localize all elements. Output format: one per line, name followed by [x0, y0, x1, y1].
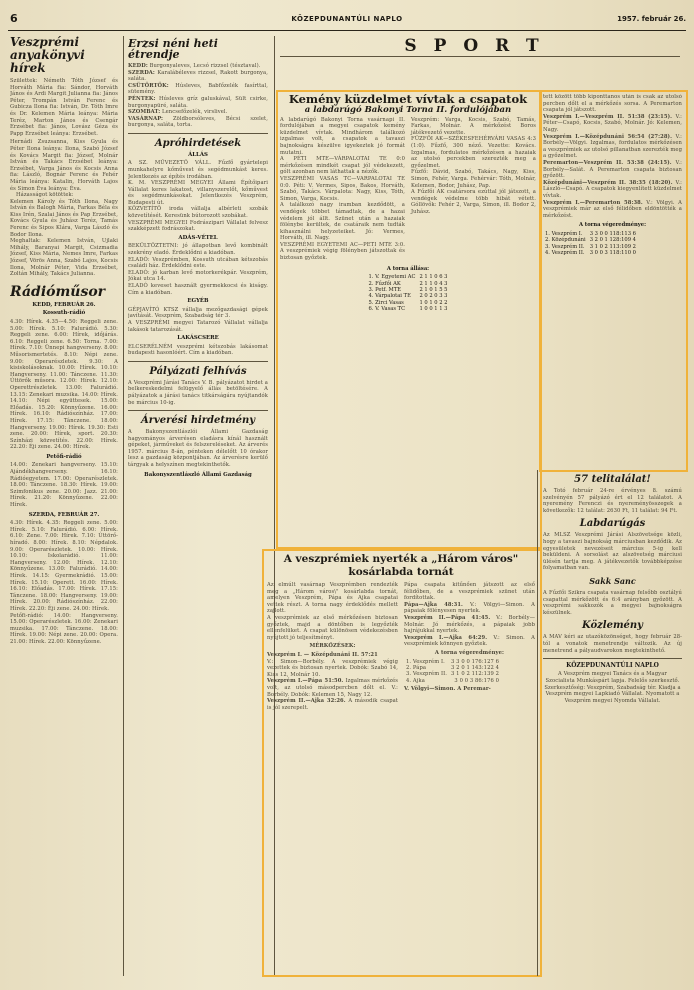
divider — [128, 361, 268, 362]
main-article-subtitle: a labdarúgó Bakonyi Torna II. fordulójában — [304, 105, 512, 115]
divider — [128, 410, 268, 411]
sport-right-column — [543, 94, 682, 464]
arveres-title: Árverési hirdetmény — [140, 414, 256, 426]
team-cell: 1. V. Egyetemi AC — [368, 274, 416, 281]
score-cell: 1 0 1 0 2 2 — [419, 299, 448, 306]
apro-title: Apróhirdetések — [154, 137, 242, 149]
table-row: 2. Pápa 3 2 0 1 143:122 4 — [406, 664, 500, 671]
basket-col-b: Pápa csapata kitűnően játszott az első félidőben, de a veszprémiek szünet után fordítottak. Pápa—Ajka 48:31. V.: Völgyi—Simon. A pápaiak fölényesen nyertek. Veszprém II.—Pápa 41:45. V.: Borbély—Molnár. Jó mérkőzés, a pápaiak jobb hajrájukkal nyertek. Veszprém I.—Ajka 64:29. V.: Simon. A veszprémiek könnyen győztek. A torna végeredménye: 1. Veszprém I. 3 3 0 0 176:127 6 2. Pápa 3 2 0 1 143:122 4 3. Veszprém II. 3 1 0 2 112:139 2 4. Ajka 3 0 0 3 86:176 0 V. Völgyi—Simon. A Peremar- — [404, 582, 535, 693]
merkozes-line-1: Veszprém I. — Középdunáni II. 57:21 — [267, 651, 378, 658]
standings-label: A torna állása: — [386, 265, 430, 272]
score-cell: 2 0 2 0 3 3 — [419, 293, 448, 300]
results-table — [543, 231, 638, 257]
table-row — [366, 306, 449, 312]
paper-name: KÖZEPDUNANTÚLI NAPLO — [291, 15, 403, 23]
score-cell: 3 1 0 2 113:109 2 — [589, 243, 636, 250]
radio-title: Rádióműsor — [10, 283, 106, 300]
anyakonyv-title: Veszprémi anyakönyvi hírek — [10, 35, 85, 75]
day-vasarnap: VASÁRNAP: — [128, 115, 164, 122]
egyeb-text: GÉPJAVÍTÓ KTSZ vállalja mezőgazdasági gépek javítását. Veszprém, Szabadság tér 3. A VESZPRÉMI megyei Tatarozó Vállalat vállalja lakások tatarozását. — [128, 306, 268, 333]
allas-label: ÁLLÁS — [188, 151, 208, 158]
team-cell: 5. Zirci Vasas — [368, 299, 404, 306]
palyazat-text: A Veszprémi Járási Tanács V. B. pályázatot hirdet a belkereskedelmi felügyelő állás betöltésére. A pályázatok a járási tanács titkárságára nyújtandók be március 10-ig. — [128, 379, 268, 406]
column-divider-3 — [537, 470, 538, 976]
labdarugas-title: Labdarúgás — [579, 518, 646, 530]
table-row: 3. Veszprém II. 3 1 0 2 112:139 2 — [406, 671, 500, 678]
radio-day: KEDD, FEBRUÁR 26. — [32, 301, 96, 308]
ads-text: A SZ. MŰVEZETŐ VÁLL. Fűzfő gyártelepi munkahelyre kőművest és segédmunkást keres. Jelentkezés az építés irodában. K. M. VESZPRÉMI MEGYEI Állami Építőipari Vállalat keres lakatost, villanyszerelőt, kőművest és segédmunkásokat. Jelentkezés Veszprém, Budapesti út. KÖZVETÍTŐ iroda vállalja albérleti szobák közvetítését. Keresünk bútorozott szobákat. VESZPRÉMI MEGYEI Fodrászipari Vállalat felvesz szakképzett fodrászokat. — [128, 160, 268, 233]
team-cell: 4. Veszprém II. — [545, 250, 585, 257]
sakk-title: Sakk Sanc — [589, 575, 636, 586]
main-article-columns — [280, 117, 536, 262]
table-row — [543, 237, 638, 243]
petofi-radio-label: Petőfi-rádió — [46, 453, 82, 460]
page-number: 6 — [10, 12, 18, 25]
day-csutortok: CSÜTÖRTÖK: — [128, 82, 169, 89]
kozlemeny-text: A MAV kéri az utazóközönséget, hogy február 28-tól a vonatok menetrendje változik. Az új menetrend a pályaudvarokon megtekinthető. — [543, 634, 682, 654]
merkozes-label: MÉRKŐZÉSEK: — [309, 643, 356, 650]
basket-col-a: Az elmúlt vasárnap Veszprémben rendezték meg a „Három város\" kosárlabda tornát, amelyen Veszprém, Pápa és Ajka csapatai vettek részt. A torna nagy érdeklődés mellett zajlott. A veszprémiek az első mérkőzésen biztosan győztek, majd a döntőben is legyőzték ellenfelüket. A csapat különösen védekezésben nyújtott jó teljesítményt. MÉRKŐZÉSEK: Veszprém I. — Középdunáni II. 57:21 V.: Simon—Borbély. A veszprémiek végig vezettek és biztosan nyertek. Dobók: Szabó 14, Kiss 12, Molnár 10. Veszprém I.—Pápa 51:50. Izgalmas mérkőzés volt, az utolsó másodpercben dőlt el. V.: Borbély. Dobók: Kelemen 15, Nagy 12. Veszprém II.—Ajka 32:26. A második csapat is jól szerepelt. — [267, 582, 399, 711]
basket-table — [404, 659, 501, 685]
petofi-program: 14.00: Zenekari hangverseny. 15.10: Ajándékhangverseny. 16.10: Rádióegyetem. 17.00: Operarészletek. 18.00: Tánczene. 18.30: Hírek. 19.00: Szimfonikus zene. 20.00: Jazz. 21.00: Hírek. 21.20: Könnyűzene. 22.00: Hírek. — [10, 462, 118, 509]
adas-vetel-label: ADÁS-VÉTEL — [178, 234, 218, 241]
basket-table-label: A torna végeredménye: — [434, 649, 505, 656]
sport-right-lower — [543, 470, 682, 976]
team-cell: 1. Veszprém I. — [545, 230, 583, 237]
arveres-text: A Bakonyszentlászlói Állami Gazdaság hagyományos árverésen eladásra kínál használt gépeket, járműveket és felszereléseket. Az árverés 1957. március 8-án, pénteken délelőtt 10 órakor lesz a gazdaság központjában. Az árverésre kerülő tárgyak a helyszínen megtekinthetők. — [128, 428, 268, 468]
table-row: 1. Veszprém I. 3 3 0 0 176:127 6 — [406, 658, 500, 665]
team-cell: 3. Veszprém II. — [545, 243, 585, 250]
main-article-col-a: A labdarúgó Bakonyi Torna vasárnapi II. fordulójában a megyei csapatok kemény küzdelmet vívtak. Mindhárom találkozó izgalmas volt, a csapatok a tavaszi bajnokságra készülve igyekeztek jó formát mutatni. A PÉTI MTE—VÁRPALOTAI TE 0:0 mérkőzésen mindkét csapat jól védekezett, gólt azonban nem láthattak a nézők. VESZPRÉMI VASAS TC—VARPALOTAI TE 0:0. Péti: V. Vermes, Sipos, Bakos, Horváth, Szabó, Takács. Várpalota: Nagy, Kiss, Tóth, Simon, Varga, Kocsis. A találkozó nagy iramban kezdődött, a vendégek többet támadtak, de a hazai védelem jól állt. Szünet után a hazaiak fölénybe kerültek, de csatáraik nem tudták kihasználni helyzeteiket. Jó: Vermes, Horváth, ill. Nagy. VESZPRÉMI EGYETEMI AC—PETI MTE 3:0. A veszprémiek végig fölényben játszottak és biztosan győztek. — [280, 116, 405, 262]
day-szerda: SZERDA: — [128, 69, 155, 76]
kozlemeny-title: Közlemény — [581, 620, 643, 632]
imprint-text: A Veszprém megyei Tanács és a Magyar Szocialista Munkáspárt lapja. Felelős szerkesztő. Szerkesztőség: Veszprém, Szabadság tér. Kiadja a Veszprém megyei Lapkiadó Vállalat. Nyomatott a Veszprém megyei Nyomda Vállalat. — [544, 671, 681, 704]
radio-station: Kossuth-rádió — [42, 310, 86, 317]
team-cell: 2. Középdunáni — [545, 237, 586, 244]
issue-date: 1957. február 26. — [617, 15, 686, 23]
table-row — [543, 250, 638, 256]
column-divider-1 — [123, 36, 124, 976]
basket-article — [267, 553, 535, 971]
teltalalat-text: A Totó február 24-re érvényes 8. számú szelvényén 57 pályázó ért el 12 találatot. A nyeremény Ferenczi és nyereményösszegek a következők: 12 találat: 2630 Ft, 11 találat: 94 Ft. — [543, 488, 682, 514]
teltalalat-title: 57 telitalálat! — [574, 474, 651, 485]
column-1 — [10, 34, 118, 979]
team-cell: 6. V. Vasas TC — [368, 306, 406, 313]
score-cell: 3 3 0 0 118:113 6 — [589, 230, 636, 237]
anyakonyv-filler: Hernádi Zsuzsanna, Kiss Gyula és Péter Ilona leánya: Ilona, Szabó József és Kovács Margit fia: József, Molnár István és Takács Erzsébet leánya: Erzsébet, Varga János és Kocsis Anna fia: László, Bognár Ferenc és Fehér Mária leánya: Katalin, Horváth Lajos és Simon Éva leánya: Éva. Házasságot kötöttek: Kelemen Károly és Tóth Ilona, Nagy István és Balogh Mária, Farkas Béla és Kiss Irén, Szalai János és Pap Erzsébet, Kovács Gyula és Juhász Teréz, Tamás Ferenc és Sipos Klára, Varga László és Bodor Ilona. Meghaltak: Kelemen István, Ujlaki Mihály, Baranyai Margit, Csizmadia József, Kiss Mária, Nemes Imre, Farkas József, Vörös Anna, Szabó Lajos, Kocsis Ilona, Molnár Péter, Vida Erzsébet, Zoltán Mihály, Takács Julianna. — [10, 139, 118, 278]
table-label: A torna végeredménye: — [578, 222, 647, 229]
day-kedd: KEDD: — [128, 63, 148, 69]
team-cell: 3. Petf. MTE — [368, 287, 402, 294]
palyazat-title: Pályázati felhívás — [149, 365, 247, 377]
basket-columns — [267, 582, 535, 711]
sakk-text: A Fűzfői Szikra csapata vasárnap felsőbb osztályú csapattal mérkőzött és 6:4 arányban győzött. A veszprémi sakkozók a megyei bajnokságra készülnek. — [543, 589, 682, 616]
lakascsere-label: LAKÁSCSERE — [177, 335, 219, 342]
table-row — [366, 274, 449, 280]
column-2 — [128, 34, 268, 979]
divider — [543, 658, 682, 659]
main-article-title: Kemény küzdelmet vívtak a csapatok — [288, 93, 528, 106]
labdarugas-text: Az MLSZ Veszprémi Járási Alszövetsége közli, hogy a tavaszi bajnokság márciusban kezdődik. Az egyesületek nevezéseit március 5-ig kell beküldeni. A sorsolást az alszövetség márciusi ülésén tartja meg. A játékvezetők továbbképzése folyamatban van. — [543, 532, 682, 572]
score-cell: 3 2 0 1 128:109 4 — [589, 237, 636, 244]
main-article — [280, 93, 536, 543]
sport-masthead: SPORT — [404, 36, 556, 56]
wednesday-label: SZERDA, FEBRUÁR 27. — [28, 511, 100, 518]
sport-rule — [280, 56, 680, 57]
header-rule — [8, 30, 686, 31]
main-article-col-b: Veszprém: Varga, Kocsis, Szabó, Tamás, Farkas, Molnár. A mérkőzést Boros játékvezető vezette. FŰZFŐI AK—SZÉKESFEHÉRVÁRI VASAS 4:3 (1:0). Fűzfő, 300 néző. Vezette: Kovács. Izgalmas, fordulatos mérkőzésen a hazaiak az utolsó percekben szerezték meg a győzelmet. Fűzfő: Dávid, Szabó, Takács, Nagy, Kiss, Simon, Fehér, Varga. Fehérvár: Tóth, Molnár, Kelemen, Bodor, Juhász, Pap. A Fűzfői AK csatársora ezúttal jól játszott, a vendégek védelme több hibát vétett. Góllövők: Fehér 2, Varga, Simon, ill. Bodor 2, Juhász. — [411, 116, 536, 215]
arveres-sign: Bakonyszentlászló Állami Gazdaság — [144, 472, 252, 479]
score-cell: 2 1 0 1 5 5 — [419, 287, 448, 294]
basket-title: A veszprémiek nyerték a „Három város" kosárlabda tornát — [283, 553, 519, 578]
egyeb-label: EGYÉB — [187, 298, 209, 305]
day-pentek: PÉNTEK: — [128, 95, 156, 102]
adas-vetel-text: BEKÜLTÖZTETNI: jó állapotban levő kombinált szekrény eladó. Érdeklődni a kiadóban. ELADÓ: Veszprémben, Kossuth utcában kétszobás családi ház. Érdeklődni este. ELADÓ: jó karban levő motorkerékpár. Veszprém, Jókai utca 14. ELADÓ keveset használt gyermekkocsi és kiságy. Cím a kiadóban. — [128, 243, 268, 296]
footer-paper-name: KÖZEPDUNANTÚLI NAPLO — [566, 661, 659, 669]
score-cell: 2 1 1 0 4 3 — [419, 280, 448, 287]
merkozes-line-2: V. Völgyi—Simon. A Peremar- — [404, 686, 491, 693]
score-cell: 1 0 0 1 1 3 — [419, 306, 448, 313]
day-szombat: SZOMBAT: — [128, 109, 161, 116]
anyakonyv-text: Születtek: Németh Tóth József és Horváth Mária fia: Sándor, Horváth János és Ardi Margit Julianna fia: János Péter, Trompán István Ferenc és Gubicza Ilona fia: István, Dr. Tóth Imre és Dr. Kelemen Mária leánya: Mária Teréz, Marton János és Csengár Erzsébet fia: János, Lovász Géza és Papp Erzsébet leánya: Erzsébet. — [10, 78, 118, 137]
radio-program-list: 4.30: Hírek. 4.35—4.50: Reggeli zene. 5.00: Hírek. 5.10: Falurádió. 5.30: Reggeli zene. 6.00: Hírek, időjárás. 6.10: Reggeli zene. 6.50: Torna. 7.00: Hírek. 7.10: Ünnepi hangverseny. 8.00: Műsorismertetés. 8.10: Népi zene. 9.00: Operarészletek. 9.30: A kisiskolásoknak. 10.00: Hírek. 10.10: Hangverseny. 11.00: Tánczene. 11.30: Úttörők műsora. 12.00: Hírek. 12.10: Operettrészletek. 13.00: Falurádió. 13.15: Zenekari muzsika. 14.00: Hírek. 14.10: Népi együttesek. 15.00: Előadás. 15.20: Könnyűzene. 16.00: Hírek. 16.10: Rádiószínház. 17.00: Hírek. 17.15: Tánczene. 18.00: Hangverseny. 19.00: Hírek. 19.30: Esti zene. 20.00: Hírek, sport. 20.30: Színházi közvetítés. 22.00: Hírek. 22.20: Éji zene. 24.00: Hírek. — [10, 319, 118, 451]
standings-table — [366, 274, 449, 312]
wednesday-program: 4.30: Hírek. 4.35: Reggeli zene. 5.00: Hírek. 5.10: Falurádió. 6.00: Hírek. 6.10: Zene. 7.00: Hírek. 7.10: Úttörő-híradó. 8.00: Hírek. 8.10: Népdalok. 9.00: Operarészletek. 10.00: Hírek. 10.10: Iskolarádió. 11.00: Hangverseny. 12.00: Hírek. 12.10: Könnyűzene. 13.00: Falurádió. 14.00: Hírek. 14.15: Gyermekrádió. 15.00: Hírek. 15.10: Operett. 16.00: Hírek. 16.10: Előadás. 17.00: Hírek. 17.15: Tánczene. 18.00: Hangverseny. 19.00: Hírek. 20.00: Rádiószínház. 22.00: Hírek. 22.20: Éji zene. 24.00: Hírek. Petőfi-rádió: 14.00: Hangverseny. 15.00: Operarészletek. 16.00: Zenekari muzsika. 17.00: Tánczene. 18.00: Hírek. 19.00: Népi zene. 20.00: Opera. 21.00: Hírek. 22.00: Könnyűzene. — [10, 520, 118, 645]
team-cell: 2. Fűzfői AK — [368, 280, 401, 287]
table-row: 4. Ajka 3 0 0 3 86:176 0 — [406, 677, 500, 684]
sport-right-text: tett között több kiponttanos után is csak az utolsó percben dőlt el a mérkőzés sorsa. A Peremarton csapata jól játszott. Veszprém I.—Veszprém II. 51:38 (23:15). V.: Péter—Csapó, Kocsis, Szabó, Molnár. Jó: Kelemen, Nagy. Veszprém I.—Középdunáni 56:54 (27:28). V.: Borbély—Völgyi. Izgalmas, fordulatos mérkőzésen a veszprémiek az utolsó pillanatban szerezték meg a győzelmet. Peremarton—Veszprém II. 53:38 (24:15). V.: Borbély—Salát. A Peremarton csapata biztosan győzött. Középdunáni—Veszprém II. 38:35 (18:20). V.: László—Csapó. A csapatok kiegyenlített küzdelmet vívtak. Veszprém I.—Peremarton 58:38. V.: Völgyi. A veszprémiek már az első félidőben eldöntötték a mérkőzést. — [543, 94, 682, 219]
etrend-title: Erzsi néni heti étrendje — [128, 37, 218, 61]
team-cell: 4. Várpalotai TE — [368, 293, 411, 300]
marriage-label: Házasságot kötöttek: — [16, 192, 74, 199]
lakascsere-text: ELCSERÉLNÉM veszprémi kétszobás lakásomat budapesti hasonlóért. Cím a kiadóban. — [128, 343, 268, 357]
table-row — [366, 293, 449, 299]
divider — [128, 133, 268, 134]
page-header — [8, 12, 686, 30]
score-cell: 3 0 0 3 118:110 0 — [589, 250, 636, 257]
score-cell: 2 1 1 0 6 3 — [419, 274, 448, 281]
etrend-list: KEDD: Burgonyaleves, Lecsó rizzsel (tésztaval). SZERDA: Karalábéleves rizzsel, Rakott burgonya, saláta. CSÜTÖRTÖK: Húsleves, Babfőzelék fasírttal, sütemény. PÉNTEK: Húsleves gríz galuskával, Sült csirke, burgonyapüré, saláta. SZOMBAT: Lencsefőzelék, virslivel. VASÁRNAP: Zöldborsóleves, Bécsi szelet, burgonya, saláta, torta. — [128, 63, 268, 129]
